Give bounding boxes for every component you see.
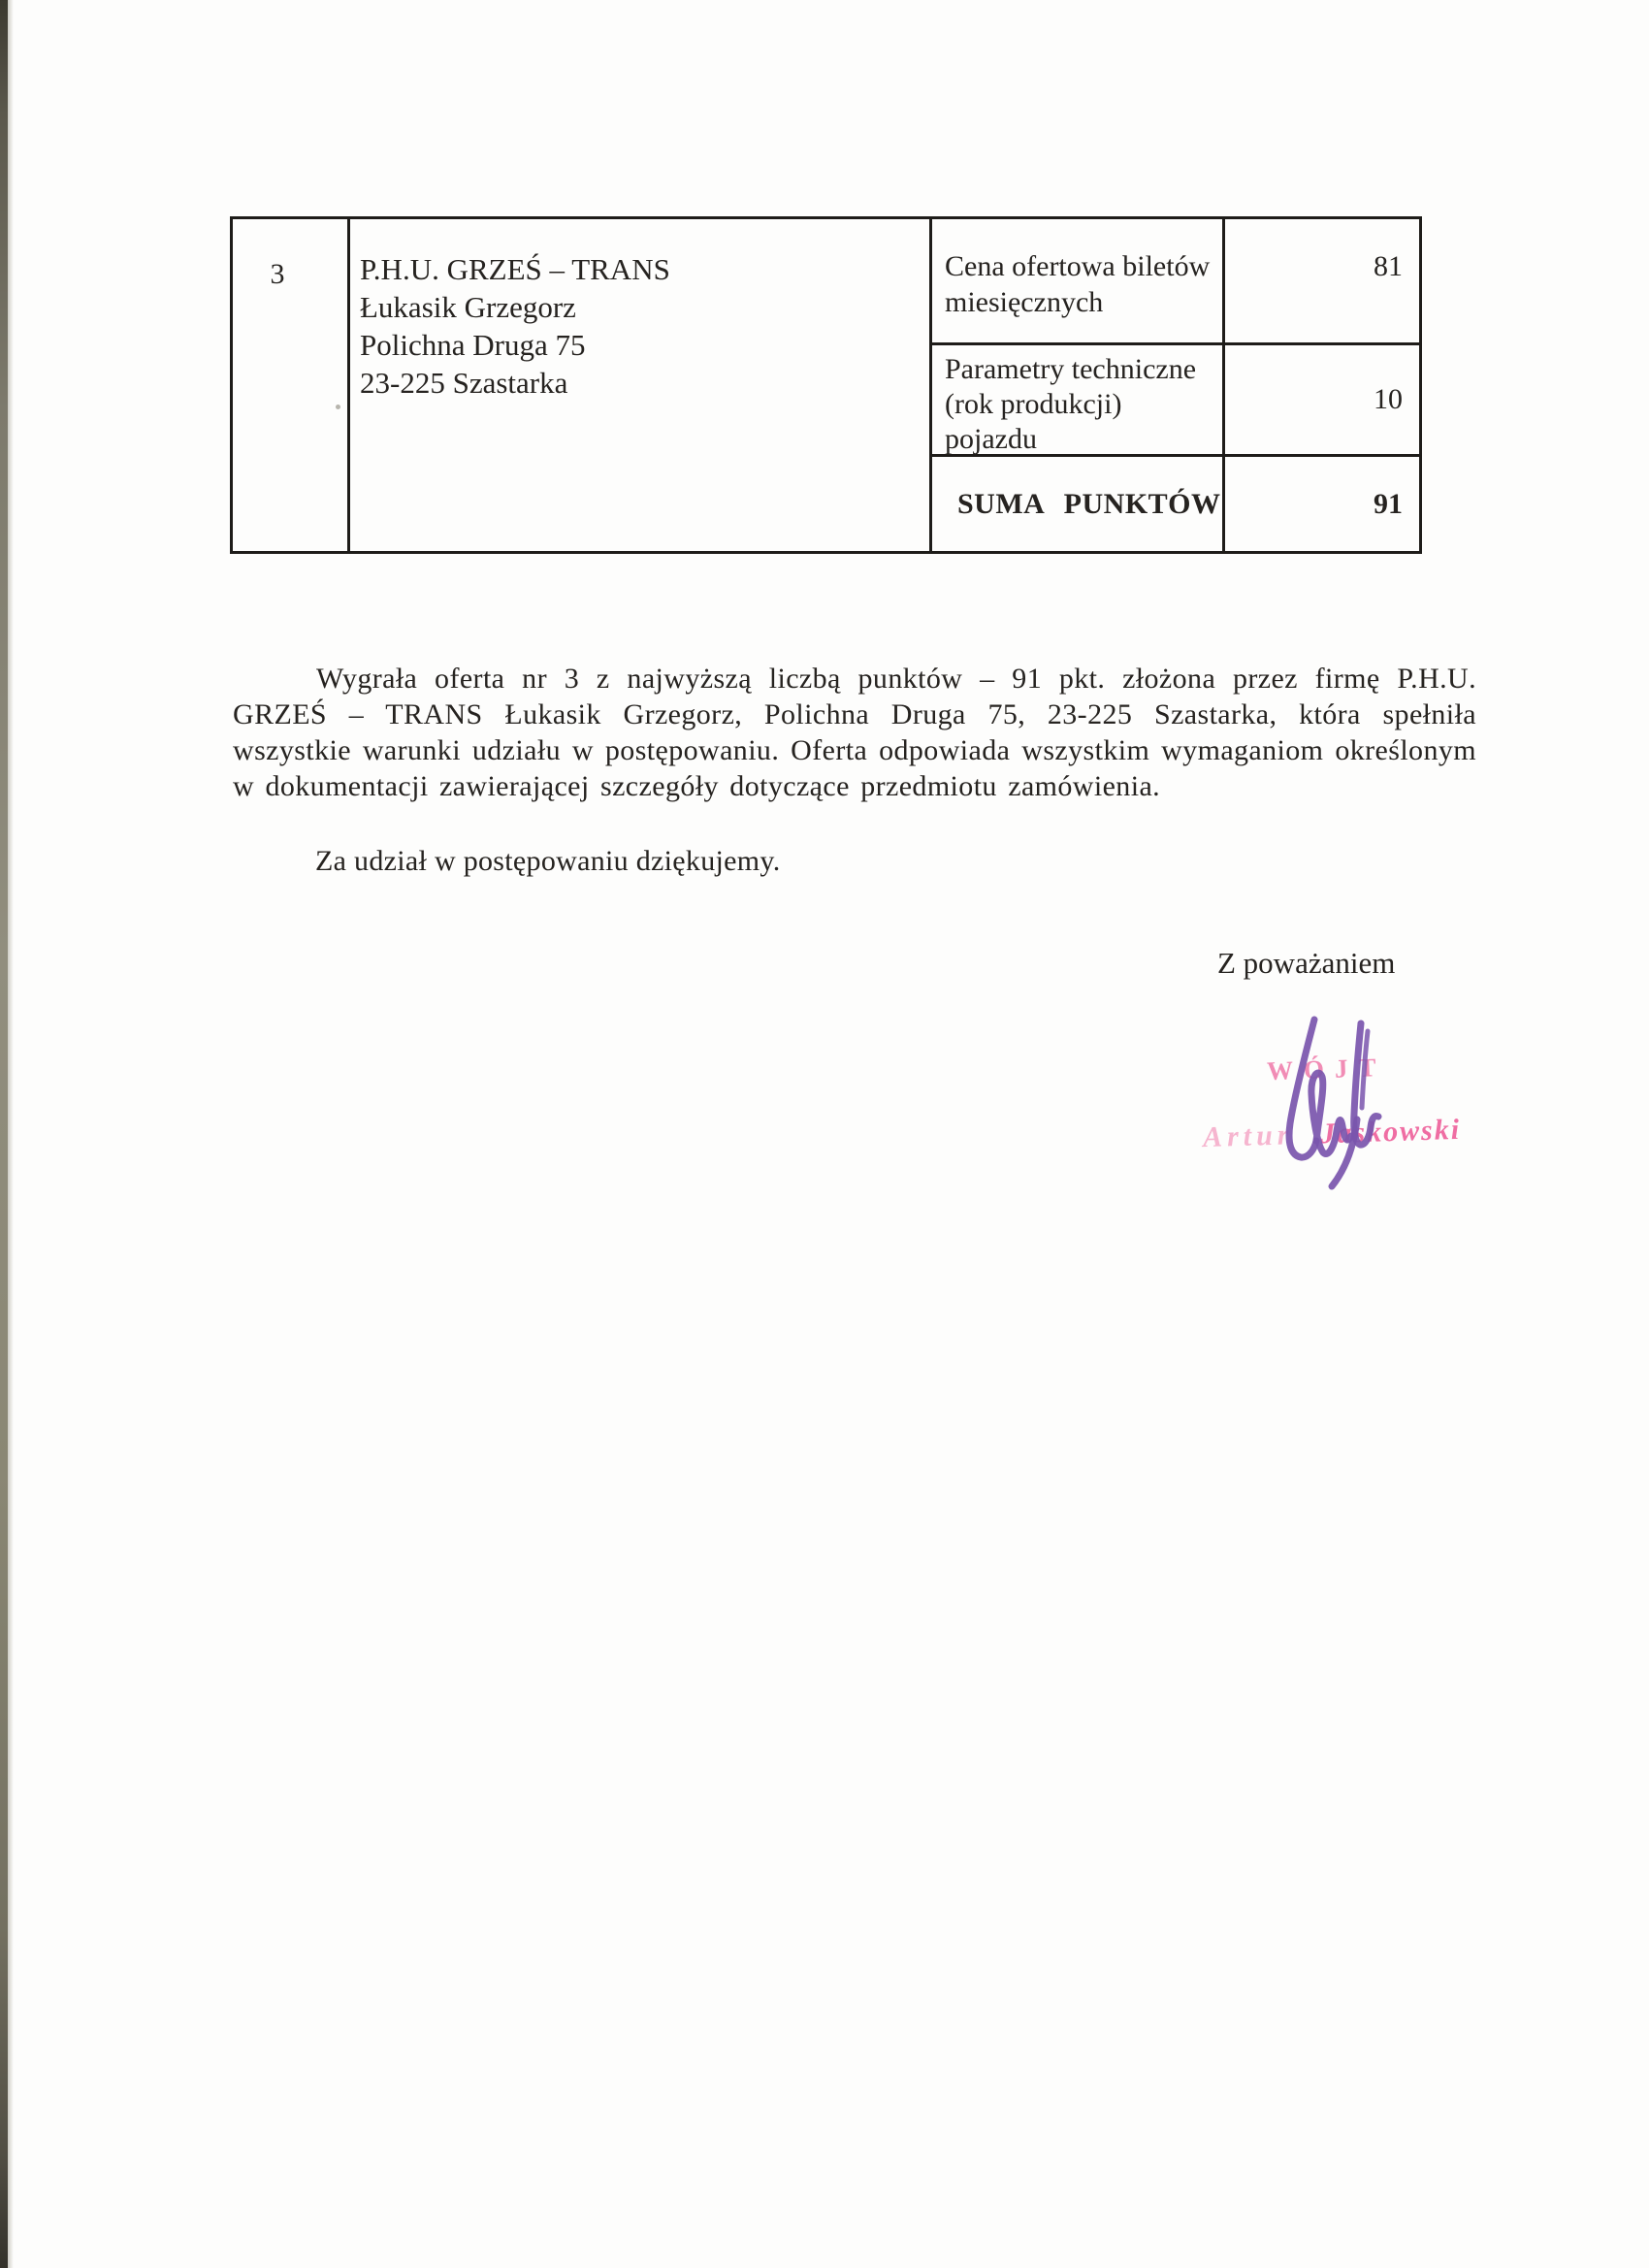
handwritten-signature: [1261, 999, 1455, 1222]
sum-label-cell: [932, 457, 1225, 551]
stamp-last-name: Jaskowski: [1319, 1113, 1462, 1150]
company-city-line: 23-225 Szastarka: [360, 366, 568, 400]
scan-edge-shadow: [8, 0, 14, 2268]
thanks-paragraph: Za udział w postępowaniu dziękujemy.: [315, 845, 781, 877]
criterion-price-label: Cena ofertowa biletów miesięcznych: [945, 250, 1211, 318]
offer-number: 3: [270, 258, 285, 290]
criterion-technical-points-cell: [1225, 345, 1419, 457]
stamp-first-name: Artur: [1202, 1118, 1294, 1154]
criterion-technical-label-cell: [932, 345, 1225, 457]
sum-points: 91: [1374, 487, 1403, 520]
closing-salutation: Z poważaniem: [1217, 946, 1396, 980]
company-name-line: P.H.U. GRZEŚ – TRANS: [360, 252, 670, 286]
company-owner-line: Łukasik Grzegorz: [360, 290, 576, 324]
sum-points-cell: [1225, 457, 1419, 551]
offer-company-cell: [350, 219, 932, 551]
award-result-paragraph: Wygrała oferta nr 3 z najwyższą liczbą punktów – 91 pkt. złożona przez firmę P.H.U. GRZEŚ – TRANS Łukasik Grzegorz, Polichna Druga 75, 23-225 Szastarka, która spełniła wszystkie warunki udziału w postępowaniu. Oferta odpowiada wszystkim wymaganiom określonym w dokumentacji zawierającej szczegóły dotyczące przedmiotu zamówienia.: [233, 663, 1476, 802]
criterion-price-label-cell: [932, 219, 1225, 345]
criterion-price-points-cell: [1225, 219, 1419, 345]
criterion-technical-points: 10: [1374, 383, 1403, 415]
offer-number-cell: [233, 219, 350, 551]
stamp-title-wojt: WÓJT: [1266, 1052, 1387, 1086]
company-street-line: Polichna Druga 75: [360, 328, 586, 362]
scan-edge-artifact: [0, 0, 8, 2268]
criterion-price-points: 81: [1374, 250, 1403, 282]
sum-label: SUMA PUNKTÓW: [957, 487, 1221, 520]
offer-results-table: [230, 216, 1422, 554]
criterion-technical-label: Parametry techniczne (rok produkcji) pojazdu: [945, 353, 1197, 455]
